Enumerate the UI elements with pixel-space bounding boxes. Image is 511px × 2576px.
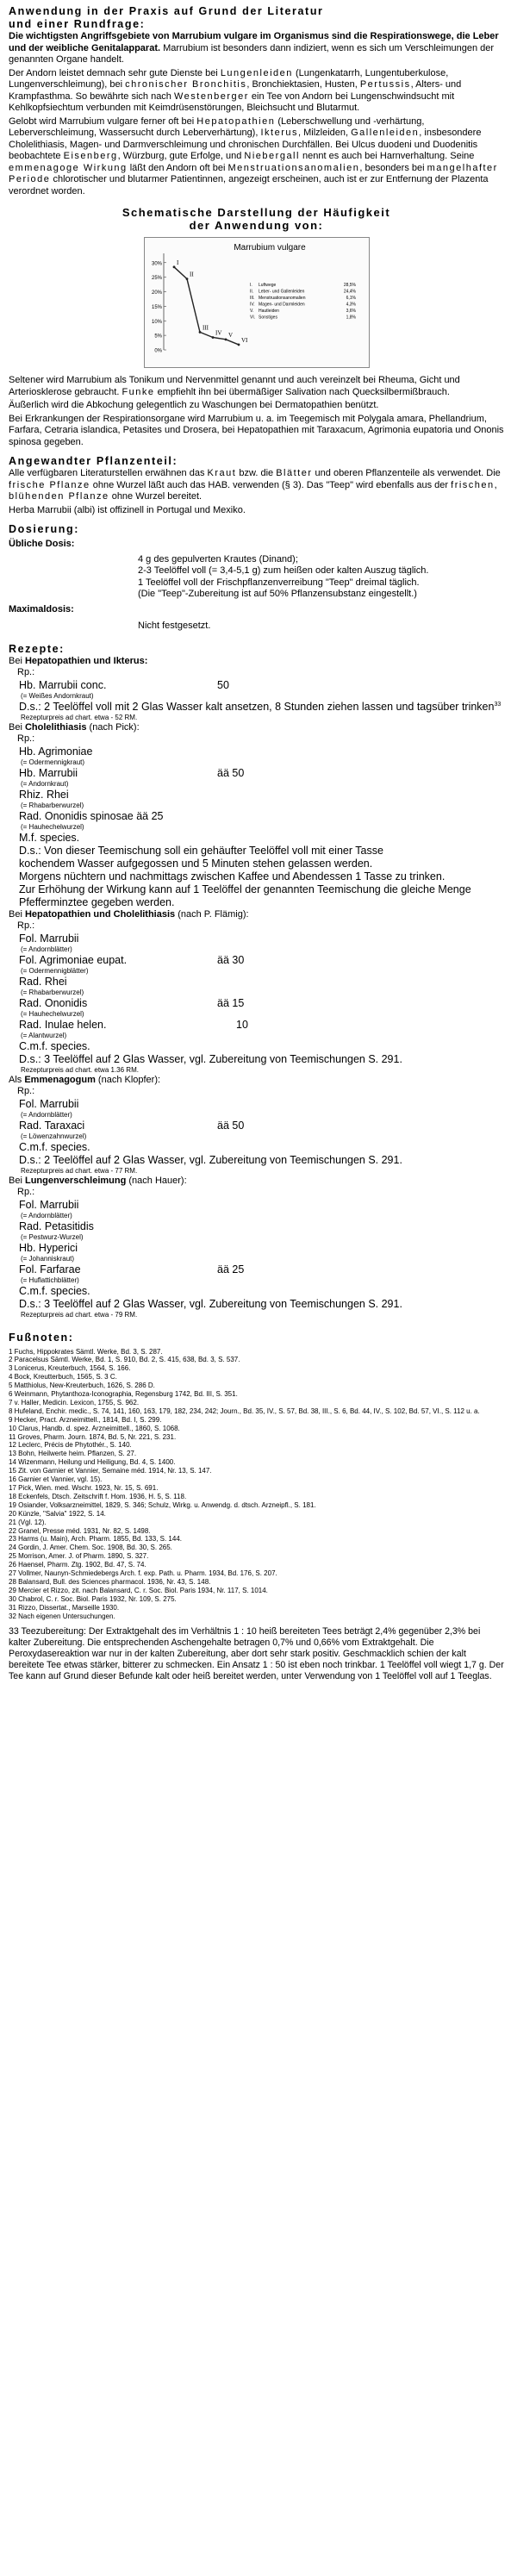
rp-label: Rp.:: [17, 733, 35, 744]
ingredient: Hb. Hyperici: [19, 1241, 78, 1254]
recipe-title: Bei Hepatopathien und Cholelithiasis (nach P. Flämig):: [9, 908, 249, 920]
footnote-item: 7 v. Haller, Medicin. Lexicon, 1755, S. 962.: [9, 1398, 140, 1407]
footnote-item: 17 Pick, Wien. med. Wschr. 1923, Nr. 15, S. 691.: [9, 1484, 159, 1492]
chart-y-axis: [151, 253, 165, 354]
pflanzenteil-heading: Angewandter Pflanzenteil:: [9, 455, 178, 467]
rezepte-heading: Rezepte:: [9, 642, 65, 655]
chart-heading-line-1: Schematische Darstellung der Häufigkeit: [122, 206, 391, 219]
chart-frame: [144, 237, 370, 368]
ingredient: Hb. Marrubii conc. 50: [19, 678, 229, 691]
chart-container: [9, 237, 504, 368]
data-point: [237, 344, 240, 346]
paragraph-pflanzenteil: Alle verfügbaren Literaturstellen erwähnen das Kraut bzw. die Blätter und oberen Pflanzenteile als verwendet. Die frische Pflanze ohne Wurzel läßt auch das HAB. verwenden (§ 3). Das "Teep" wird ebenfalls aus der frischen, blühenden Pflanze ohne Wurzel bereitet.: [9, 468, 501, 502]
point-label: V: [227, 331, 233, 339]
usage-frequency-chart: [145, 238, 369, 367]
ingredient-note: (= Alantwurzel): [21, 1031, 67, 1039]
footnote-item: 15 Zit. von Garnier et Vannier, Semaine méd. 1914, Nr. 13, S. 147.: [9, 1467, 212, 1475]
ingredient-note: (= Johanniskraut): [21, 1254, 75, 1263]
legend-value: 4,3%: [346, 302, 356, 308]
dose-line: 4 g des gepulverten Krautes (Dinand);: [138, 553, 298, 564]
recipe-price: Rezepturpreis ad chart. etwa - 52 RM.: [21, 713, 138, 721]
footnote-item: 5 Matthiolus, New-Kreuterbuch, 1626, S. 286 D.: [9, 1382, 155, 1390]
legend-num: II.: [249, 289, 253, 295]
legend-label: Magen- und Darmleiden: [258, 302, 305, 308]
ingredient: Fol. Agrimoniae eupat. ää 30: [19, 953, 245, 966]
recipe-title: Bei Cholelithiasis (nach Pick):: [9, 721, 140, 733]
legend-value: 3,6%: [346, 309, 356, 314]
ds-instruction: D.s.: Von dieser Teemischung soll ein gehäufter Teelöffel voll mit einer Tasse: [19, 844, 383, 857]
dose-line: 1 Teelöffel voll der Frischpflanzenverreibung "Teep" dreimal täglich.: [138, 577, 420, 588]
y-tick-label: 5%: [153, 334, 162, 340]
ingredient-note: (= Huflattichblätter): [21, 1276, 79, 1284]
chart-heading-line-2: der Anwendung von:: [189, 219, 324, 232]
legend-num: V.: [249, 309, 253, 314]
point-label: III: [202, 324, 209, 332]
footnote-33: 33 Teezubereitung: Der Extraktgehalt des im Verhältnis 1 : 10 heiß bereiteten Tees beträgt 2,4% gegenüber 2,3% bei kalter Zubereitung. Die entsprechenden Aschengehalte betragen 0,7% und 0,66% vom Extraktgehalt. Die Peroxydasereaktion war nur in der kalten Zubereitung, aber dort sehr stark positiv. Geschmacklich schien der kalt bereitete Tee etwas stärker, bitterer zu schmecken. Ein Ansatz 1 : 50 ist eben noch trinkbar. 1 Teelöffel voll wiegt 1,7 g. Der Tee kann auf Grund dieser Befunde kalt oder heiß bereitet werden, unter Verwendung von 1 Teelöffel voll auf 1 Teeglas.: [9, 1625, 504, 1681]
footnote-item: 28 Balansard, Bull. des Sciences pharmacol. 1936, Nr. 43, S. 148.: [9, 1577, 211, 1586]
ingredient: Rad. Ononidis spinosae ää 25: [19, 809, 164, 822]
recipe-title: Als Emmenagogum (nach Klopfer):: [9, 1074, 161, 1085]
legend-value: 28,5%: [343, 283, 356, 288]
y-tick-label: 30%: [151, 261, 162, 267]
recipe-price: Rezepturpreis ad chart. etwa 1.36 RM.: [21, 1065, 139, 1074]
paragraph-aeusserlich: Äußerlich wird die Abkochung gelegentlich zu Waschungen bei Dermatopathien benützt.: [9, 400, 379, 410]
ds-instruction: D.s.: 3 Teelöffel auf 2 Glas Wasser, vgl. Zubereitung von Teemischungen S. 291.: [19, 1297, 402, 1310]
rp-label: Rp.:: [17, 1086, 35, 1096]
recipe-emmenagogum: [9, 1075, 504, 1176]
footnote-item: 18 Eckenfels, Dtsch. Zeitschrift f. Hom. 1936, H. 5, S. 118.: [9, 1492, 187, 1500]
ingredient-note: (= Rhabarberwurzel): [21, 988, 84, 996]
data-point: [211, 336, 214, 339]
usual-dose-row: [9, 539, 504, 551]
rp-label: Rp.:: [17, 667, 35, 677]
footnote-item: 32 Nach eigenen Untersuchungen.: [9, 1612, 115, 1620]
footnote-item: 29 Mercier et Rizzo, zit. nach Balansard, C. r. Soc. Biol. Paris 1934, Nr. 117, S. 1014.: [9, 1586, 268, 1594]
footnote-list: [9, 1348, 504, 1621]
point-label: IV: [215, 329, 221, 337]
y-tick-label: 10%: [151, 319, 162, 325]
ingredient-note: (= Odermennigblätter): [21, 966, 89, 975]
point-label: I: [176, 259, 178, 266]
ingredient-note: (= Löwenzahnwurzel): [21, 1132, 87, 1140]
legend-num: IV.: [249, 302, 255, 308]
legend-num: I.: [249, 283, 252, 288]
dose-line: 2-3 Teelöffel voll (= 3,4-5,1 g) zum heißen oder kalten Auszug täglich.: [138, 565, 429, 576]
data-point: [172, 265, 175, 268]
max-dose-value: Nicht festgesetzt.: [138, 621, 211, 631]
ingredient: Rad. Petasitidis: [19, 1219, 94, 1232]
mf-instruction: C.m.f. species.: [19, 1284, 90, 1297]
footnote-item: 30 Chabrol, C. r. Soc. Biol. Paris 1932, Nr. 109, S. 275.: [9, 1594, 177, 1603]
max-dose-label: Maximaldosis:: [9, 603, 74, 614]
legend-value: 24,4%: [343, 289, 356, 295]
mf-instruction: C.m.f. species.: [19, 1039, 90, 1052]
ingredient: Fol. Marrubii: [19, 1198, 79, 1211]
mf-instruction: C.m.f. species.: [19, 1140, 90, 1153]
recipe-title: Bei Hepatopathien und Ikterus:: [9, 655, 148, 666]
footnote-item: 2 Paracelsus Sämtl. Werke, Bd. 1, S. 910, Bd. 2, S. 415, 638, Bd. 3, S. 537.: [9, 1356, 240, 1364]
paragraph-tonikum: Seltener wird Marrubium als Tonikum und Nervenmittel genannt und auch vereinzelt bei Rheuma, Gicht und Arteriosklerose gebraucht. Funke empfiehlt ihn bei übermäßiger Salivation nach Quecksilbermißbrauch.: [9, 375, 460, 397]
footnote-item: 23 Harms (u. Main), Arch. Pharm. 1855, Bd. 133, S. 144.: [9, 1535, 182, 1544]
point-label: II: [189, 271, 194, 278]
chart-legend: [250, 283, 357, 321]
paragraph-hepatopathien: Gelobt wird Marrubium vulgare ferner oft bei Hepatopathien (Leberschwellung und -verhärtung, Leberverschleimung, Wassersucht durch Leberverhärtung), Ikterus, Milzleiden, Gallenleiden, insbesondere Cholelithiasis, Magen- und Darmverschleimung und chronischen Durchfällen. Bei Ulcus duodeni und Duodenitis beobachtete Eisenberg, Würzburg, gute Erfolge, und Niebergall nennt es auch bei Harnverhaltung. Seine emmenagoge Wirkung läßt den Andorn oft bei Menstruationsanomalien, besonders bei mangelhafter Periode chlorotischer und blutarmer Patientinnen, angezeigt erscheinen, auch ist er zur Entfernung der Plazenta verordnet worden.: [9, 115, 498, 196]
footnote-item: 22 Granel, Presse méd. 1931, Nr. 82, S. 1498.: [9, 1526, 151, 1535]
dose-line: (Die "Teep"-Zubereitung ist auf 50% Pflanzensubstanz eingestellt.): [138, 589, 417, 599]
legend-num: III.: [249, 296, 255, 301]
praxis-heading: [9, 5, 504, 31]
usual-dose-label: Übliche Dosis:: [9, 539, 75, 549]
ingredient-note: (= Andornblätter): [21, 1211, 72, 1219]
data-point: [198, 331, 201, 334]
recipe-title: Bei Lungenverschleimung (nach Hauer):: [9, 1175, 187, 1186]
ds-instruction: D.s.: 3 Teelöffel auf 2 Glas Wasser, vgl. Zubereitung von Teemischungen S. 291.: [19, 1052, 402, 1065]
footnote-item: 26 Haensel, Pharm. Ztg. 1902, Bd. 47, S. 74.: [9, 1561, 146, 1569]
footnote-item: 24 Gordin, J. Amer. Chem. Soc. 1908, Bd. 30, S. 265.: [9, 1544, 172, 1552]
ingredient-note: (= Odermennigkraut): [21, 758, 85, 766]
paragraph-teegemisch: Bei Erkrankungen der Respirationsorgane wird Marrubium u. a. im Teegemisch mit Polygala amara, Phellandrium, Farfara, Cetraria islandica, Petasites und Drosera, bei Hepatopathien mit Taraxacum, Agrimonia eupatoria und Ononis spinosa gegeben.: [9, 413, 504, 447]
recipe-lungenverschleimung: [9, 1176, 504, 1319]
y-tick-label: 25%: [151, 276, 162, 282]
ingredient: Hb. Agrimoniae: [19, 745, 93, 758]
data-point: [224, 338, 227, 340]
ingredient-note: (= Andornblätter): [21, 945, 72, 953]
footnote-item: 27 Vollmer, Naunyn-Schmiedebergs Arch. f. exp. Path. u. Pharm. 1934, Bd. 176, S. 207.: [9, 1569, 277, 1578]
ingredient-note: (= Hauhechelwurzel): [21, 822, 84, 831]
footnote-item: 4 Bock, Kreutterbuch, 1565, S. 3 C.: [9, 1373, 117, 1382]
ingredient: Fol. Marrubii: [19, 1097, 79, 1110]
legend-label: Leber- und Gallenleiden: [258, 289, 304, 295]
ingredient: Rad. Taraxaci ää 50: [19, 1119, 245, 1132]
footnote-item: 16 Garnier et Vannier, vgl. 15).: [9, 1475, 103, 1484]
ingredient-note: (= Weißes Andornkraut): [21, 691, 94, 700]
ingredient-note: (= Andornkraut): [21, 779, 69, 788]
footnote-item: 11 Groves, Pharm. Journ. 1874, Bd. 5, Nr. 221, S. 231.: [9, 1432, 177, 1441]
legend-label: Hautleiden: [258, 309, 279, 314]
chart-heading: [9, 206, 504, 232]
ingredient: Rad. Inulae helen. 10: [19, 1018, 248, 1031]
footnote-item: 14 Wizenmann, Heilung und Heiligung, Bd. 4, S. 1400.: [9, 1458, 176, 1467]
usual-dose-list: [138, 554, 504, 601]
ingredient: Rhiz. Rhei: [19, 788, 69, 801]
y-tick-label: 20%: [151, 290, 162, 296]
footnote-item: 21 (Vgl. 12).: [9, 1518, 47, 1526]
ingredient: Rad. Ononidis ää 15: [19, 996, 245, 1009]
footnote-item: 19 Osiander, Volksarzneimittel, 1829, S. 346; Schulz, Wirkg. u. Anwendg. d. dtsch. Arzneipfl., S. 181.: [9, 1500, 316, 1509]
y-tick-label: 15%: [151, 304, 162, 310]
ingredient-note: (= Pestwurz-Wurzel): [21, 1232, 84, 1241]
footnote-item: 12 Leclerc, Précis de Phytothér., S. 140.: [9, 1441, 132, 1450]
ingredient-note: (= Rhabarberwurzel): [21, 801, 84, 809]
y-tick-label: 0%: [153, 348, 162, 354]
ingredient: Hb. Marrubii ää 50: [19, 766, 245, 779]
legend-value: 6,1%: [346, 296, 356, 301]
recipe-hepatopathien-cholelithiasis: [9, 909, 504, 1075]
mf-instruction: M.f. species.: [19, 831, 80, 844]
footnote-item: 3 Lonicerus, Kreuterbuch, 1564, S. 166.: [9, 1364, 131, 1373]
legend-label: Luftwege: [258, 283, 276, 288]
legend-value: 1,8%: [346, 315, 356, 321]
heading-line-2: und einer Rundfrage:: [9, 18, 146, 30]
footnote-item: 10 Clarus, Handb. d. spez. Arzneimittell., 1860, S. 1068.: [9, 1424, 180, 1432]
recipe-price: Rezepturpreis ad chart. etwa - 77 RM.: [21, 1166, 138, 1175]
footnote-item: 13 Bohn, Heilwerte heim. Pflanzen, S. 27.: [9, 1450, 137, 1458]
rp-label: Rp.:: [17, 920, 35, 931]
chart-title: Marrubium vulgare: [233, 243, 306, 253]
ds-instruction: kochendem Wasser aufgegossen und 5 Minuten stehen gelassen werden.: [19, 857, 373, 870]
footnote-item: 6 Weinmann, Phytanthoza-Iconographia, Regensburg 1742, Bd. III, S. 351.: [9, 1390, 238, 1399]
legend-label: Sonstiges: [258, 315, 277, 321]
ingredient: Fol. Farfarae ää 25: [19, 1263, 245, 1276]
footnote-item: 25 Morrison, Amer. J. of Pharm. 1890, S. 327.: [9, 1552, 149, 1561]
recipe-price: Rezepturpreis ad chart. etwa - 79 RM.: [21, 1310, 138, 1319]
rp-label: Rp.:: [17, 1187, 35, 1197]
recipe-hepatopathien-ikterus: [9, 656, 504, 722]
ds-instruction: Zur Erhöhung der Wirkung kann auf 1 Teelöffel der genannten Teemischung die gleiche Menge Pfefferminztee gegeben werden.: [19, 883, 471, 908]
recipe-cholelithiasis: [9, 722, 504, 909]
data-point: [185, 278, 188, 280]
chart-series: [172, 259, 247, 346]
footnote-item: 8 Hufeland, Enchir. medic., S. 74, 141, 160, 163, 179, 182, 234, 242; Journ., Bd. 35, IV., S. 57, Bd. 38, III., S. 6, Bd. 44, IV., S. 102, Bd. 57, VI., S. 112 u. a.: [9, 1407, 480, 1415]
ds-instruction: Morgens nüchtern und nachmittags zwischen Kaffee und Abendessen 1 Tasse zu trinken.: [19, 870, 446, 883]
ingredient-note: (= Hauhechelwurzel): [21, 1009, 84, 1018]
footnote-item: 1 Fuchs, Hippokrates Sämtl. Werke, Bd. 3, S. 287.: [9, 1347, 163, 1356]
legend-label: Menstruationsanomalien: [258, 296, 305, 301]
footnote-item: 31 Rizzo, Dissertat., Marseille 1930.: [9, 1603, 120, 1612]
ingredient: Fol. Marrubii: [19, 932, 79, 945]
footnote-item: 20 Künzle, "Salvia" 1922, S. 14.: [9, 1509, 106, 1518]
ingredient: Rad. Rhei: [19, 975, 67, 988]
ingredient-note: (= Andornblätter): [21, 1110, 72, 1119]
ds-instruction: D.s.: 2 Teelöffel voll mit 2 Glas Wasser kalt ansetzen, 8 Stunden ziehen lassen und tagsüber trinken$^{33}$: [19, 700, 502, 713]
paragraph-lungenleiden: Der Andorn leistet demnach sehr gute Dienste bei Lungenleiden (Lungenkatarrh, Lungentuberkulose, Lungenverschleimung), bei chronischer Bronchitis, Bronchiektasien, Husten, Pertussis, Alters- und Krampfasthma. So bewährte sich nach Westenberger ein Tee von Andorn bei Lungenschwindsucht mit Kehlkopfsiechtum verbunden mit Keimdrüsenstörungen, Bleichsucht und Blutarmut.: [9, 67, 462, 113]
fussnoten-heading: Fußnoten:: [9, 1331, 74, 1344]
paragraph-angriffsgebiete: Die wichtigsten Angriffsgebiete von Marrubium vulgare im Organismus sind die Respirationswege, die Leber und der weibliche Genitalapparat. Marrubium ist besonders dann indiziert, wenn es sich um Verschleimungen der genannten Organe handelt.: [9, 31, 499, 65]
paragraph-offizinell: Herba Marrubii (albi) ist offizinell in Portugal und Mexiko.: [9, 504, 246, 515]
ds-instruction: D.s.: 2 Teelöffel auf 2 Glas Wasser, vgl. Zubereitung von Teemischungen S. 291.: [19, 1153, 402, 1166]
dosierung-heading: Dosierung:: [9, 523, 79, 535]
heading-line-1: Anwendung in der Praxis auf Grund der Literatur: [9, 5, 324, 17]
footnote-item: 9 Hecker, Pract. Arzneimittell., 1814, Bd. I, S. 299.: [9, 1415, 162, 1424]
legend-num: VI.: [249, 315, 255, 321]
point-label: VI: [240, 336, 247, 344]
